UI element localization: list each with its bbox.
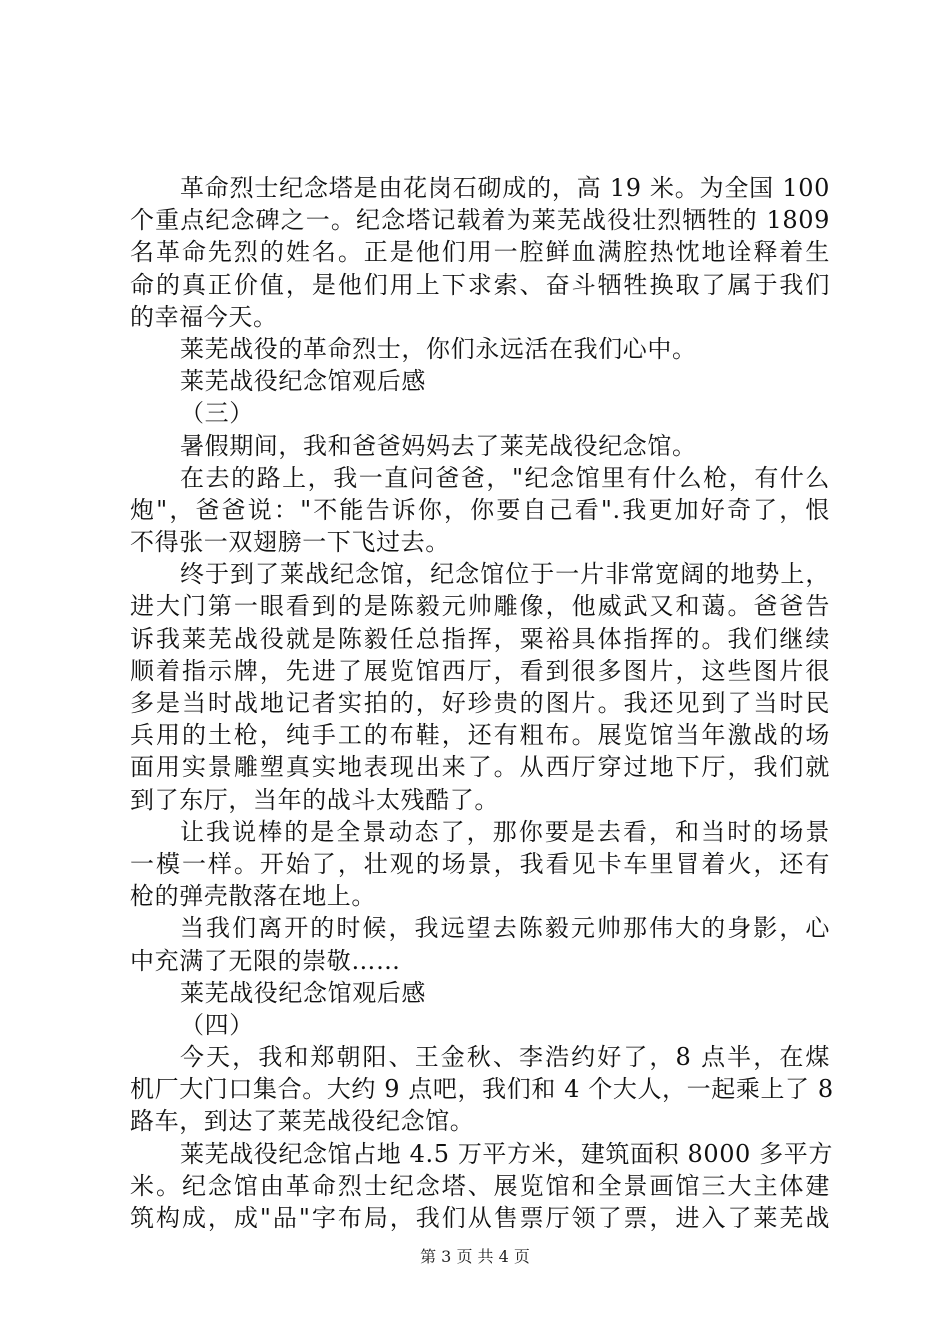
page-footer [0,1244,950,1267]
section-number: （四） [180,1010,254,1039]
text-line: 路车，到达了莱芜战役纪念馆。 [130,1107,475,1136]
text-line: 个重点纪念碑之一。纪念塔记载着为莱芜战役壮烈牺牲的 1809 [130,206,830,235]
text-line: 米。纪念馆由革命烈士纪念塔、展览馆和全景画馆三大主体建 [130,1171,830,1200]
text-line: 名革命先烈的姓名。正是他们用一腔鲜血满腔热忱地诠释着生 [130,238,830,267]
text-line: 今天，我和郑朝阳、王金秋、李浩约好了，8 点半，在煤 [180,1043,830,1072]
text-line: 让我说棒的是全景动态了，那你要是去看，和当时的场景 [180,817,830,846]
section-number: （三） [180,399,254,428]
text-line: 机厂大门口集合。大约 9 点吧，我们和 4 个大人，一起乘上了 8 [130,1075,834,1104]
text-line: 莱芜战役纪念馆占地 4.5 万平方米，建筑面积 8000 多平方 [180,1139,833,1168]
text-line: 的幸福今天。 [130,302,278,331]
text-line: 面用实景雕塑真实地表现出来了。从西厅穿过地下厅，我们就 [130,753,830,782]
text-line: 中充满了无限的崇敬…… [130,946,401,975]
text-line: 当我们离开的时候，我远望去陈毅元帅那伟大的身影，心 [180,914,830,943]
text-line: 到了东厅，当年的战斗太残酷了。 [130,785,499,814]
text-line: 筑构成，成"品"字布局，我们从售票厅领了票，进入了莱芜战 [130,1204,830,1232]
text-line: 暑假期间，我和爸爸妈妈去了莱芜战役纪念馆。 [180,431,697,460]
text-line: 顺着指示牌，先进了展览馆西厅，看到很多图片，这些图片很 [130,656,830,685]
text-line: 诉我莱芜战役就是陈毅任总指挥，粟裕具体指挥的。我们继续 [130,624,830,653]
text-line: 革命烈士纪念塔是由花岗石砌成的，高 19 米。为全国 100 [180,174,830,202]
page-number-label: 第 3 页 共 4 页 [420,1247,530,1266]
text-line: 不得张一双翅膀一下飞过去。 [130,528,450,557]
text-line: 莱芜战役的革命烈士，你们永远活在我们心中。 [180,334,697,363]
text-line: 一模一样。开始了，壮观的场景，我看见卡车里冒着火，还有 [130,849,830,878]
text-line: 命的真正价值，是他们用上下求索、奋斗牺牲换取了属于我们 [130,270,830,299]
section-title: 莱芜战役纪念馆观后感 [180,978,426,1007]
text-line: 在去的路上，我一直问爸爸，"纪念馆里有什么枪，有什么 [180,463,830,492]
document-body [130,172,834,1234]
text-line: 进大门第一眼看到的是陈毅元帅雕像，他威武又和蔼。爸爸告 [130,592,830,621]
text-line: 枪的弹壳散落在地上。 [130,882,376,911]
section-title: 莱芜战役纪念馆观后感 [180,367,426,396]
text-line: 炮"，爸爸说："不能告诉你，你要自己看".我更加好奇了，恨 [130,495,830,524]
text-line: 兵用的土枪，纯手工的布鞋，还有粗布。展览馆当年激战的场 [130,721,830,750]
text-line: 多是当时战地记者实拍的，好珍贵的图片。我还见到了当时民 [130,689,830,717]
text-line: 终于到了莱战纪念馆，纪念馆位于一片非常宽阔的地势上， [180,560,830,589]
